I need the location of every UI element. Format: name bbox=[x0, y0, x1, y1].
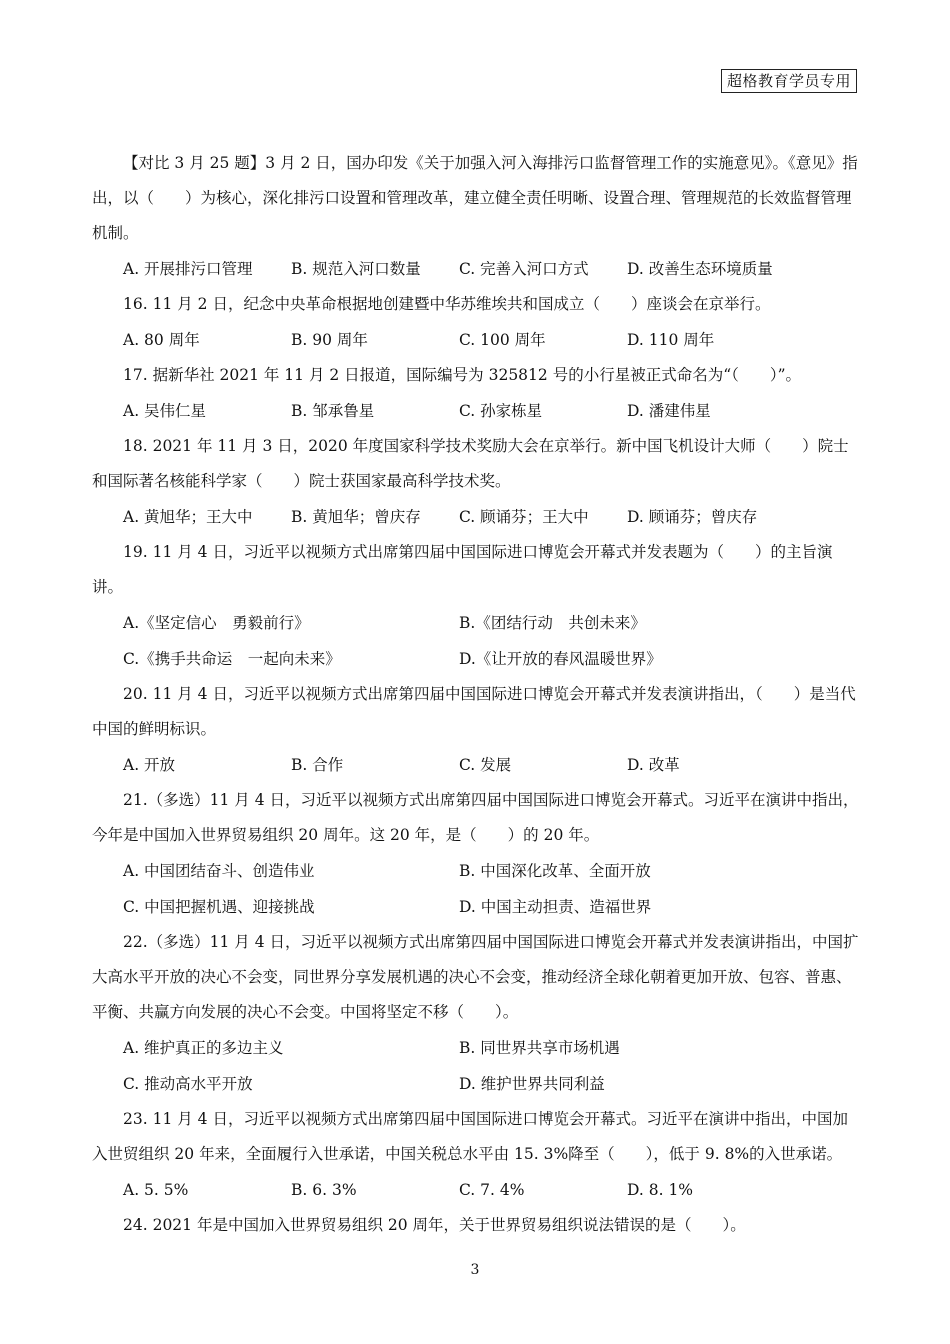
question-17-stem: 17. 据新华社 2021 年 11 月 2 日报道，国际编号为 325812 号的小行星被正式命名为“（ ）”。 bbox=[123, 366, 802, 384]
question-22-options-row-1 bbox=[92, 1030, 860, 1066]
question-21-options-row-1 bbox=[92, 853, 860, 889]
option-c: C. 7. 4% bbox=[459, 1181, 525, 1199]
question-24-stem: 24. 2021 年是中国加入世界贸易组织 20 周年，关于世界贸易组织说法错误的是（ ）。 bbox=[123, 1216, 746, 1234]
question-19-options-row-1 bbox=[92, 605, 860, 641]
intro-options bbox=[92, 251, 860, 287]
option-a: A. 5. 5% bbox=[123, 1181, 189, 1199]
option-b: B. 同世界共享市场机遇 bbox=[459, 1039, 620, 1057]
option-d: D. 中国主动担责、造福世界 bbox=[459, 898, 652, 916]
option-d: D. 顾诵芬；曾庆存 bbox=[627, 508, 758, 526]
option-d: D. 改革 bbox=[627, 756, 680, 774]
option-d: D. 维护世界共同利益 bbox=[459, 1075, 605, 1093]
option-a: A. 中国团结奋斗、创造伟业 bbox=[123, 862, 315, 880]
option-c: C.《携手共命运 一起向未来》 bbox=[123, 650, 341, 668]
question-20-options bbox=[92, 747, 860, 783]
question-19-stem: 19. 11 月 4 日，习近平以视频方式出席第四届中国国际进口博览会开幕式并发表题为（ ）的主旨演讲。 bbox=[92, 543, 833, 596]
option-a: A. 开放 bbox=[123, 756, 176, 774]
page-number: 3 bbox=[470, 1262, 480, 1278]
question-18-options bbox=[92, 499, 860, 535]
option-b: B. 90 周年 bbox=[291, 331, 368, 349]
option-d: D. 改善生态环境质量 bbox=[627, 260, 773, 278]
option-b: B. 规范入河口数量 bbox=[291, 260, 421, 278]
option-a: A. 吴伟仁星 bbox=[123, 402, 207, 420]
question-23-stem: 23. 11 月 4 日，习近平以视频方式出席第四届中国国际进口博览会开幕式。习近平在演讲中指出，中国加入世贸组织 20 年来，全面履行入世承诺，中国关税总水平由 15. 3%降至（ ），低于 9. 8%的入世承诺。 bbox=[92, 1110, 848, 1163]
question-23-options bbox=[92, 1172, 860, 1208]
option-b: B. 邹承鲁星 bbox=[291, 402, 375, 420]
option-c: C. 顾诵芬；王大中 bbox=[459, 508, 589, 526]
intro-question-stem: 【对比 3 月 25 题】3 月 2 日，国办印发《关于加强入河入海排污口监督管理工作的实施意见》。《意见》指出，以（ ）为核心，深化排污口设置和管理改革，建立健全责任明晰、设置合理、管理规范的长效监督管理机制。 bbox=[92, 154, 858, 242]
question-16-stem: 16. 11 月 2 日，纪念中央革命根据地创建暨中华苏维埃共和国成立（ ）座谈会在京举行。 bbox=[123, 295, 771, 313]
exam-content bbox=[92, 146, 860, 1243]
question-16-options bbox=[92, 322, 860, 358]
question-19-options-row-2 bbox=[92, 641, 860, 677]
header-tag: 超格教育学员专用 bbox=[721, 69, 857, 93]
question-21-options-row-2 bbox=[92, 889, 860, 925]
option-c: C. 发展 bbox=[459, 756, 512, 774]
question-21-stem: 21.（多选）11 月 4 日，习近平以视频方式出席第四届中国国际进口博览会开幕式。习近平在演讲中指出，今年是中国加入世界贸易组织 20 周年。这 20 年，是（ ）的 20 年。 bbox=[92, 791, 859, 844]
option-d: D. 潘建伟星 bbox=[627, 402, 711, 420]
option-b: B. 6. 3% bbox=[291, 1181, 357, 1199]
question-22-options-row-2 bbox=[92, 1066, 860, 1102]
question-17-options bbox=[92, 393, 860, 429]
option-a: A. 开展排污口管理 bbox=[123, 260, 253, 278]
option-d: D. 8. 1% bbox=[627, 1181, 694, 1199]
option-c: C. 完善入河口方式 bbox=[459, 260, 589, 278]
question-20-stem: 20. 11 月 4 日，习近平以视频方式出席第四届中国国际进口博览会开幕式并发表演讲指出，（ ）是当代中国的鲜明标识。 bbox=[92, 685, 856, 738]
option-b: B. 黄旭华；曾庆存 bbox=[291, 508, 421, 526]
option-c: C. 中国把握机遇、迎接挑战 bbox=[123, 898, 315, 916]
option-a: A.《坚定信心 勇毅前行》 bbox=[123, 614, 310, 632]
option-c: C. 100 周年 bbox=[459, 331, 546, 349]
option-d: D. 110 周年 bbox=[627, 331, 715, 349]
question-18-stem: 18. 2021 年 11 月 3 日，2020 年度国家科学技术奖励大会在京举行。新中国飞机设计大师（ ）院士和国际著名核能科学家（ ）院士获国家最高科学技术奖。 bbox=[92, 437, 849, 490]
option-b: B. 中国深化改革、全面开放 bbox=[459, 862, 651, 880]
option-a: A. 黄旭华；王大中 bbox=[123, 508, 253, 526]
option-b: B. 合作 bbox=[291, 756, 344, 774]
question-22-stem: 22.（多选）11 月 4 日，习近平以视频方式出席第四届中国国际进口博览会开幕式并发表演讲指出，中国扩大高水平开放的决心不会变，同世界分享发展机遇的决心不会变，推动经济全球化朝着更加开放、包容、普惠、平衡、共赢方向发展的决心不会变。中国将坚定不移（ ）。 bbox=[92, 933, 859, 1021]
option-d: D.《让开放的春风温暖世界》 bbox=[459, 650, 662, 668]
option-b: B.《团结行动 共创未来》 bbox=[459, 614, 646, 632]
option-a: A. 维护真正的多边主义 bbox=[123, 1039, 284, 1057]
option-c: C. 推动高水平开放 bbox=[123, 1075, 253, 1093]
option-c: C. 孙家栋星 bbox=[459, 402, 543, 420]
option-a: A. 80 周年 bbox=[123, 331, 200, 349]
